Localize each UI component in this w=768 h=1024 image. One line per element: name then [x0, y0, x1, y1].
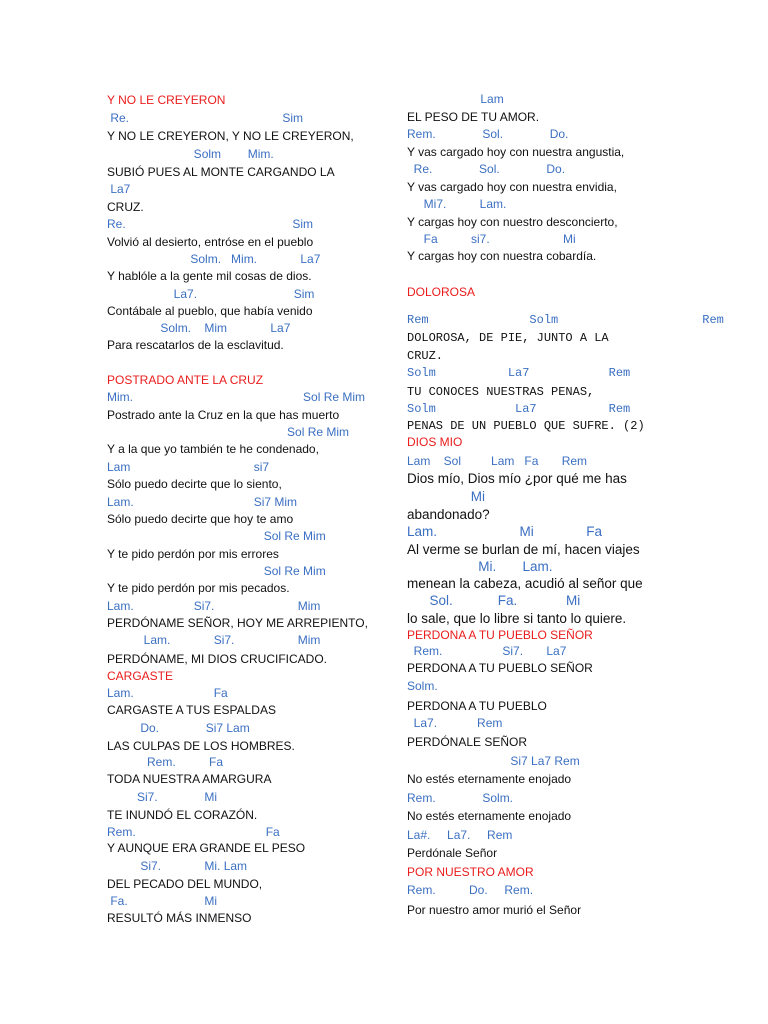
chord-line: Solm Mim. [107, 147, 274, 161]
chord-line: Si7. Mi. Lam [107, 859, 248, 873]
lyric-line: PERDONA A TU PUEBLO [407, 699, 547, 713]
lyric-line: TE INUNDÓ EL CORAZÓN. [107, 808, 258, 822]
lyric-line: No estés eternamente enojado [407, 772, 572, 786]
chord-line: Fa si7. Mi [407, 232, 576, 246]
lyric-line: Postrado ante la Cruz en la que has muerto [107, 408, 340, 422]
lyric-line: PERDÓNALE SEÑOR [407, 735, 528, 749]
lyric-line: Y cargas hoy con nuestra cobardía. [407, 249, 597, 263]
chord-line: Re. Sim [107, 111, 304, 125]
chord-line: Re. Sim [107, 217, 314, 231]
lyric-line: Perdónale Señor [407, 846, 498, 860]
chord-line: Lam Sol Lam Fa Rem [407, 454, 588, 468]
song-title: POR NUESTRO AMOR [407, 865, 534, 879]
chord-line: Re. Sol. Do. [407, 162, 566, 176]
chord-line: Sol. Fa. Mi [407, 593, 581, 608]
lyric-line: TU CONOCES NUESTRAS PENAS, [407, 385, 595, 399]
song-title: Y NO LE CREYERON [107, 93, 226, 107]
lyric-line: Y NO LE CREYERON, Y NO LE CREYERON, [107, 129, 354, 143]
lyric-line: PERDÓNAME SEÑOR, HOY ME ARREPIENTO, [107, 616, 368, 630]
lyric-line: CRUZ. [407, 349, 444, 363]
chord-line: Si7. Mi [107, 790, 218, 804]
chord-line: Lam. Si7. Mim [107, 633, 321, 647]
chord-line: Solm La7 Rem [407, 366, 631, 380]
lyric-line: Para rescatarlos de la esclavitud. [107, 338, 284, 352]
chord-line: Rem Solm Rem [407, 313, 724, 327]
lyric-line: LAS CULPAS DE LOS HOMBRES. [107, 739, 295, 753]
lyric-line: Y AUNQUE ERA GRANDE EL PESO [107, 841, 306, 855]
chord-line: La#. La7. Rem [407, 828, 513, 842]
chord-line: Rem. Do. Rem. [407, 883, 534, 897]
chord-line: Lam. Si7 Mim [107, 495, 298, 509]
lyric-line: RESULTÓ MÁS INMENSO [107, 911, 252, 925]
chord-line: Solm. Mim La7 [107, 321, 291, 335]
chord-line: Rem. Solm. [407, 791, 514, 805]
lyric-line: Y vas cargado hoy con nuestra envidia, [407, 180, 617, 194]
chord-line: Lam si7 [107, 460, 270, 474]
song-title: POSTRADO ANTE LA CRUZ [107, 373, 264, 387]
lyric-line: menean la cabeza, acudió al señor que [407, 576, 643, 591]
chord-line: Lam. Mi Fa [407, 524, 603, 539]
song-title: DIOS MIO [407, 435, 463, 449]
chord-line: Sol Re Mim [107, 564, 326, 578]
lyric-line: CARGASTE A TUS ESPALDAS [107, 703, 276, 717]
chord-line: Solm. Mim. La7 [107, 252, 321, 266]
lyric-line: Por nuestro amor murió el Señor [407, 903, 582, 917]
chord-line: Rem. Sol. Do. [407, 127, 569, 141]
song-title: CARGASTE [107, 669, 174, 683]
chord-line: Sol Re Mim [107, 529, 326, 543]
lyric-line: Y cargas hoy con nuestro desconcierto, [407, 215, 618, 229]
lyric-line: DOLOROSA, DE PIE, JUNTO A LA [407, 331, 609, 345]
chord-line: Rem. Fa [107, 755, 224, 769]
lyric-line: Contábale al pueblo, que había venido [107, 304, 313, 318]
lyric-line: Y te pido perdón por mis errores [107, 547, 279, 561]
chord-line: Mi. Lam. [407, 559, 553, 574]
lyric-line: Sólo puedo decirte que lo siento, [107, 477, 282, 491]
lyric-line: PERDÓNAME, MI DIOS CRUCIFICADO. [107, 652, 328, 666]
chord-line: Rem. Fa [107, 825, 280, 839]
lyric-line: Volvió al desierto, entróse en el pueblo [107, 235, 314, 249]
chord-line: Lam. Si7. Mim [107, 599, 321, 613]
lyric-line: SUBIÓ PUES AL MONTE CARGANDO LA [107, 165, 335, 179]
chord-line: Do. Si7 Lam [107, 721, 250, 735]
chord-line: Rem. Si7. La7 [407, 644, 567, 658]
lyric-line: Y a la que yo también te he condenado, [107, 442, 319, 456]
lyric-line: lo sale, que lo libre si tanto lo quiere. [407, 611, 627, 626]
chord-line: Solm. [407, 679, 438, 693]
lyric-line: No estés eternamente enojado [407, 809, 572, 823]
chord-line: Sol Re Mim [107, 425, 350, 439]
lyric-line: DEL PECADO DEL MUNDO, [107, 877, 263, 891]
chord-line: La7. Rem [407, 716, 503, 730]
lyric-line: PENAS DE UN PUEBLO QUE SUFRE. (2) [407, 419, 645, 433]
chord-line: Fa. Mi [107, 894, 218, 908]
chord-line: La7. Sim [107, 287, 315, 301]
lyric-line: Y te pido perdón por mis pecados. [107, 581, 290, 595]
lyric-line: EL PESO DE TU AMOR. [407, 110, 540, 124]
chord-line: La7 [107, 182, 131, 196]
lyric-line: Y hablóle a la gente mil cosas de dios. [107, 269, 312, 283]
chord-line: Solm La7 Rem [407, 402, 631, 416]
lyric-line: CRUZ. [107, 200, 144, 214]
chord-line: Mi7. Lam. [407, 197, 507, 211]
chord-line: Si7 La7 Rem [407, 754, 580, 768]
lyric-line: abandonado? [407, 507, 490, 522]
chord-line: Mi [407, 489, 486, 504]
lyric-line: Dios mío, Dios mío ¿por qué me has [407, 471, 627, 486]
lyric-line: PERDONA A TU PUEBLO SEÑOR [407, 661, 593, 675]
lyric-line: TODA NUESTRA AMARGURA [107, 772, 272, 786]
song-title: PERDONA A TU PUEBLO SEÑOR [407, 628, 593, 642]
chord-line: Lam [407, 92, 504, 106]
chord-line: Lam. Fa [107, 686, 228, 700]
lyric-line: Y vas cargado hoy con nuestra angustia, [407, 145, 625, 159]
song-title: DOLOROSA [407, 285, 476, 299]
lyric-line: Sólo puedo decirte que hoy te amo [107, 512, 294, 526]
chord-line: Mim. Sol Re Mim [107, 390, 366, 404]
lyric-line: Al verme se burlan de mí, hacen viajes [407, 542, 640, 557]
